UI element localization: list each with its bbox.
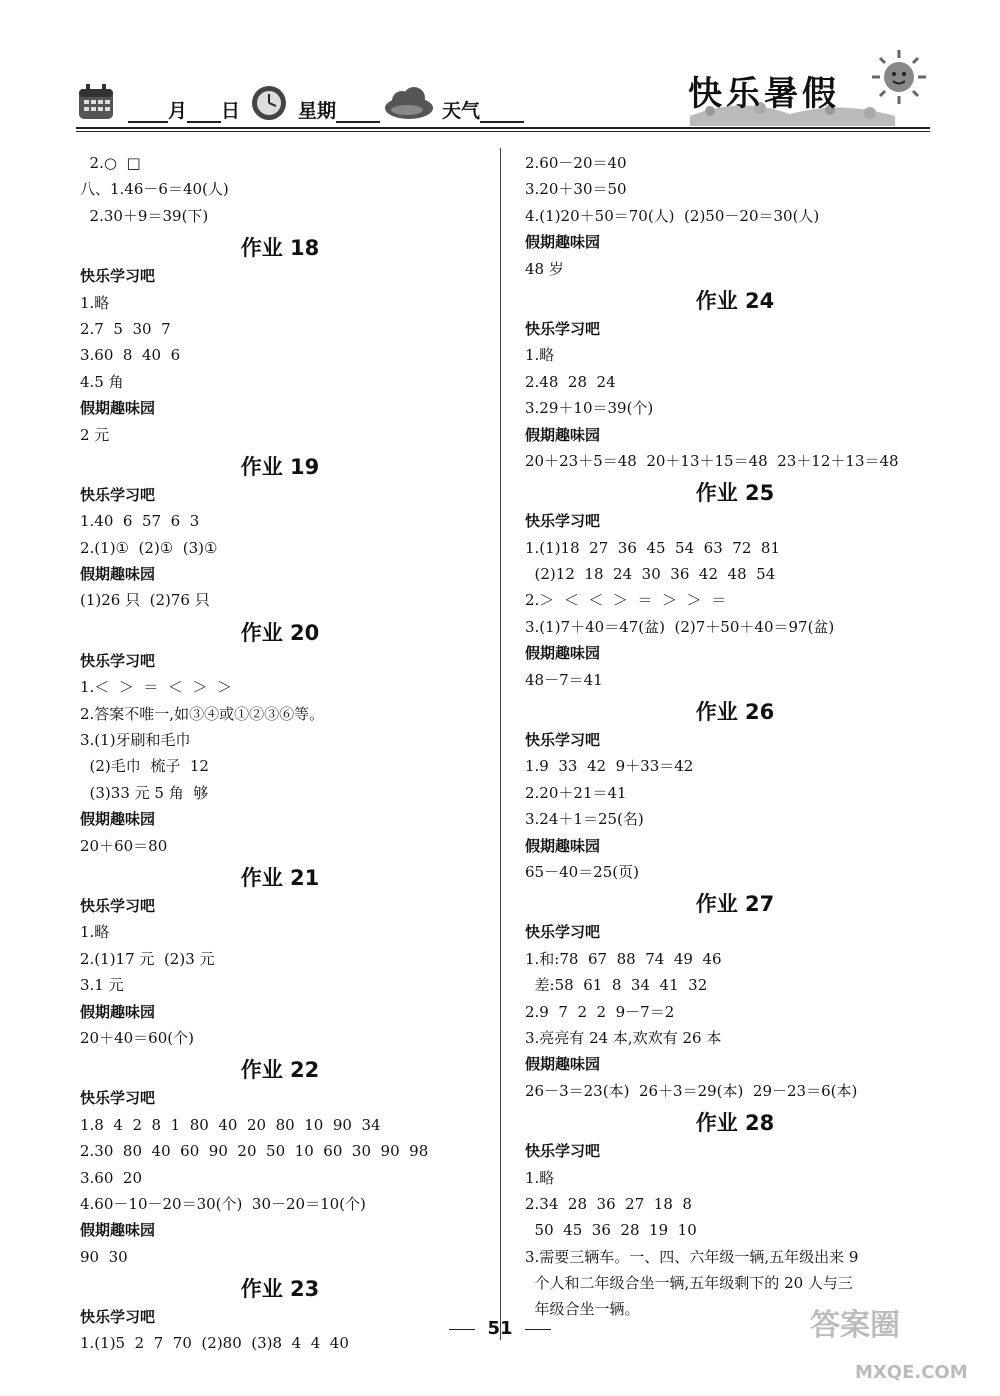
subsection-heading: 假期趣味园 (80, 810, 156, 829)
subsection-heading: 快乐学习吧 (525, 319, 601, 338)
answer-line: 1.(1)18 27 36 45 54 63 72 81 (525, 538, 781, 557)
answer-line: 90 30 (80, 1247, 128, 1266)
answer-line: 1.9 33 42 9＋33＝42 (525, 757, 694, 776)
answer-line: 50 45 36 28 19 10 (525, 1221, 697, 1240)
section-title: 作业 18 (240, 236, 320, 261)
weather-field (442, 96, 524, 123)
subsection-heading: 假期趣味园 (80, 565, 156, 584)
subsection-heading: 假期趣味园 (525, 836, 601, 855)
answer-line: 2.○ □ (80, 154, 141, 172)
header-divider (76, 127, 930, 129)
subsection-heading: 假期趣味园 (525, 425, 601, 444)
answer-line: (2)12 18 24 30 36 42 48 54 (525, 565, 776, 584)
answer-line: 3.60 8 40 6 (80, 346, 181, 365)
answer-line: 3.(1)牙刷和毛巾 (80, 731, 191, 750)
weekday-blank (336, 103, 380, 123)
answer-line: 2.34 28 36 27 18 8 (525, 1194, 692, 1213)
weather-blank (480, 103, 524, 123)
answer-line: 2.30＋9＝39(下) (80, 206, 209, 225)
page-number: 51 (487, 1318, 513, 1339)
day-blank (187, 103, 221, 123)
brand-title: 快乐暑假 (688, 74, 840, 114)
subsection-heading: 假期趣味园 (80, 1221, 156, 1240)
section-title: 作业 21 (240, 865, 320, 890)
subsection-heading: 快乐学习吧 (525, 512, 601, 531)
answer-line: 3.1 元 (80, 976, 124, 995)
month-field (128, 96, 240, 123)
answer-line: 1.略 (80, 923, 110, 942)
watermark-logo: 答案圈 (810, 1308, 900, 1343)
answer-line: 48－7＝41 (525, 670, 603, 689)
answer-line: 20＋40＝60(个) (80, 1028, 194, 1047)
section-title: 作业 25 (695, 481, 775, 506)
answer-line: 个人和二年级合坐一辆,五年级剩下的 20 人与三 (525, 1274, 853, 1293)
watermark-url: MXQE.COM (855, 1362, 968, 1383)
answer-line: 2.60－20＝40 (525, 154, 627, 172)
answer-line: 2.答案不唯一,如③④或①②③⑥等。 (80, 704, 325, 723)
subsection-heading: 快乐学习吧 (80, 1089, 156, 1108)
answer-line: 3.亮亮有 24 本,欢欢有 26 本 (525, 1028, 722, 1047)
answer-line: 2.48 28 24 (525, 372, 616, 391)
subsection-heading: 快乐学习吧 (525, 923, 601, 942)
left-column (80, 150, 480, 1357)
subsection-heading: 假期趣味园 (525, 233, 601, 252)
subsection-heading: 假期趣味园 (80, 1002, 156, 1021)
answer-line: 1.＜ ＞ ＝ ＜ ＞ ＞ (80, 678, 232, 697)
answer-line: 2.9 7 2 2 9－7＝2 (525, 1002, 675, 1021)
answer-line: 1.略 (525, 1168, 555, 1187)
answer-line: 1.略 (80, 293, 110, 312)
answer-line: 2.＞ ＜ ＜ ＞ ＝ ＞ ＞ ＝ (525, 591, 727, 610)
answer-line: 3.需要三辆车。一、四、六年级一辆,五年级出来 9 (525, 1247, 859, 1266)
answer-line: 2.(1)① (2)① (3)① (80, 538, 218, 557)
answer-line: 2.(1)17 元 (2)3 元 (80, 949, 215, 968)
section-title: 作业 19 (240, 454, 320, 479)
section-title: 作业 28 (695, 1111, 775, 1136)
sun-icon (870, 48, 928, 106)
subsection-heading: 快乐学习吧 (80, 485, 156, 504)
answer-line: (2)毛巾 梳子 12 (80, 757, 209, 776)
answer-line: 48 岁 (525, 259, 564, 278)
answer-line: 年级合坐一辆。 (525, 1300, 640, 1319)
weekday-field (298, 96, 380, 123)
answer-line: 2.30 80 40 60 90 20 50 10 60 30 90 98 (80, 1142, 429, 1161)
weather-label: 天气 (442, 100, 481, 122)
answer-line: 20＋23＋5＝48 20＋13＋15＝48 23＋12＋13＝48 (525, 451, 899, 470)
answer-line: 3.29＋10＝39(个) (525, 399, 654, 418)
answer-line: 65－40＝25(页) (525, 862, 639, 881)
answer-line: 20＋60＝80 (80, 836, 168, 855)
section-title: 作业 22 (240, 1058, 320, 1083)
calendar-icon (76, 82, 116, 122)
answer-line: 4.5 角 (80, 372, 124, 391)
answer-line: 4.(1)20＋50＝70(人) (2)50－20＝30(人) (525, 206, 820, 225)
month-label: 月 (168, 100, 188, 122)
answer-line: (3)33 元 5 角 够 (80, 783, 209, 802)
subsection-heading: 快乐学习吧 (525, 1142, 601, 1161)
subsection-heading: 假期趣味园 (525, 1055, 601, 1074)
answer-line: 八、1.46－6＝40(人) (80, 180, 229, 199)
header-divider-thin (76, 131, 930, 132)
page-header (0, 0, 1000, 135)
answer-line: 3.20＋30＝50 (525, 180, 627, 199)
footer-dash-right (525, 1329, 551, 1330)
subsection-heading: 假期趣味园 (80, 399, 156, 418)
answer-line: 1.40 6 57 6 3 (80, 512, 200, 531)
subsection-heading: 快乐学习吧 (525, 731, 601, 750)
answer-line: 1.略 (525, 346, 555, 365)
subsection-heading: 假期趣味园 (525, 644, 601, 663)
clock-icon (250, 84, 288, 122)
answer-line: 2 元 (80, 425, 110, 444)
answer-line: 差:58 61 8 34 41 32 (525, 976, 708, 995)
answer-line: 26－3＝23(本) 26＋3＝29(本) 29－23＝6(本) (525, 1081, 858, 1100)
column-divider (500, 148, 501, 1340)
right-column (525, 150, 945, 1323)
section-title: 作业 20 (240, 620, 320, 645)
section-title: 作业 26 (695, 700, 775, 725)
weekday-label: 星期 (298, 100, 337, 122)
day-label: 日 (221, 100, 241, 122)
answer-line: 2.20＋21＝41 (525, 783, 627, 802)
month-blank (128, 103, 168, 123)
section-title: 作业 24 (695, 288, 775, 313)
answer-line: 3.(1)7＋40＝47(盆) (2)7＋50＋40＝97(盆) (525, 617, 835, 636)
answer-line: 3.24＋1＝25(名) (525, 810, 644, 829)
section-title: 作业 23 (240, 1277, 320, 1302)
answer-line: 2.7 5 30 7 (80, 319, 171, 338)
answer-line: 1.8 4 2 8 1 80 40 20 80 10 90 34 (80, 1115, 381, 1134)
answer-line: 1.(1)5 2 7 70 (2)80 (3)8 4 4 40 (80, 1334, 349, 1353)
subsection-heading: 快乐学习吧 (80, 267, 156, 286)
answer-line: 1.和:78 67 88 74 49 46 (525, 949, 722, 968)
subsection-heading: 快乐学习吧 (80, 651, 156, 670)
answer-line: (1)26 只 (2)76 只 (80, 591, 210, 610)
answer-line: 3.60 20 (80, 1168, 143, 1187)
cloud-icon (383, 86, 435, 120)
answer-line: 4.60－10－20＝30(个) 30－20＝10(个) (80, 1194, 366, 1213)
subsection-heading: 快乐学习吧 (80, 896, 156, 915)
subsection-heading: 快乐学习吧 (80, 1308, 156, 1327)
footer-dash-left (449, 1329, 475, 1330)
section-title: 作业 27 (695, 892, 775, 917)
